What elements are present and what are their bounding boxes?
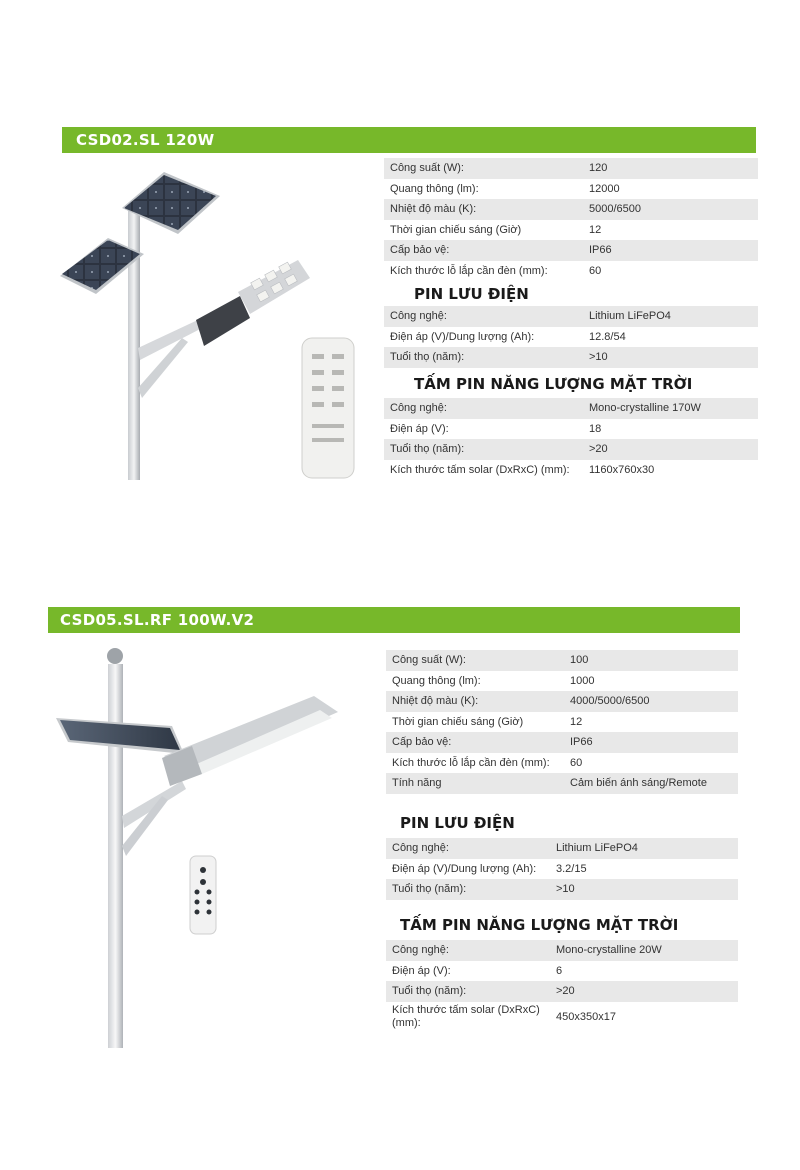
table-row: Công nghệ: Mono-crystalline 20W bbox=[386, 940, 738, 961]
table-row: Tuổi thọ (năm): >10 bbox=[384, 347, 758, 368]
product-1-battery-table bbox=[384, 306, 758, 368]
table-row: Công nghệ: Mono-crystalline 170W bbox=[384, 398, 758, 419]
table-row: Tuổi thọ (năm): >10 bbox=[386, 879, 738, 900]
table-row: Công suất (W): 100 bbox=[386, 650, 738, 671]
product-1-specs-table bbox=[384, 158, 758, 281]
product-2-name: CSD05.SL.RF 100W.V2 bbox=[60, 611, 255, 629]
table-row: Tuổi thọ (năm): >20 bbox=[384, 439, 758, 460]
product-1-solar-title: TẤM PIN NĂNG LƯỢNG MẶT TRỜI bbox=[414, 375, 693, 393]
table-row: Nhiệt độ màu (K): 5000/6500 bbox=[384, 199, 758, 220]
product-1-battery-title: PIN LƯU ĐIỆN bbox=[414, 285, 529, 303]
table-row: Công nghệ: Lithium LiFePO4 bbox=[384, 306, 758, 327]
product-1-solar-table bbox=[384, 398, 758, 480]
product-1-image bbox=[52, 168, 362, 486]
product-2-banner bbox=[48, 607, 740, 633]
table-row: Nhiệt độ màu (K): 4000/5000/6500 bbox=[386, 691, 738, 712]
table-row: Quang thông (lm): 1000 bbox=[392, 674, 595, 687]
table-row: Thời gian chiếu sáng (Giờ) 12 bbox=[390, 223, 602, 236]
table-row: Cấp bảo vệ: IP66 bbox=[384, 240, 758, 261]
table-row: Quang thông (lm): 12000 bbox=[390, 182, 620, 195]
table-row: Kích thước lỗ lắp cần đèn (mm): 60 bbox=[392, 756, 583, 769]
table-row: Điện áp (V): 18 bbox=[390, 422, 602, 435]
product-2-battery-table bbox=[386, 838, 738, 900]
product-2-specs-table bbox=[386, 650, 738, 794]
table-row: Điện áp (V)/Dung lượng (Ah): 12.8/54 bbox=[390, 330, 626, 343]
product-2-battery-title: PIN LƯU ĐIỆN bbox=[400, 814, 515, 832]
table-row: Thời gian chiếu sáng (Giờ) 12 bbox=[392, 715, 583, 728]
table-row: Công suất (W): 120 bbox=[384, 158, 758, 179]
table-row: Kích thước lỗ lắp cần đèn (mm): 60 bbox=[390, 264, 602, 277]
table-row: Tuổi thọ (năm): >20 bbox=[386, 981, 738, 1002]
table-row: Điện áp (V)/Dung lượng (Ah): 3.2/15 bbox=[392, 862, 587, 875]
table-row: Kích thước tấm solar (DxRxC) (mm): 1160x760x30 bbox=[390, 463, 655, 476]
table-row: Điện áp (V): 6 bbox=[392, 964, 563, 977]
product-2-solar-table bbox=[386, 940, 738, 1032]
product-1-name: CSD02.SL 120W bbox=[76, 131, 215, 149]
table-row: Tính năng Cảm biến ánh sáng/Remote bbox=[386, 773, 738, 794]
table-row: Kích thước tấm solar (DxRxC) (mm): 450x350x17 bbox=[392, 1003, 616, 1029]
product-1-banner bbox=[62, 127, 756, 153]
table-row: Công nghệ: Lithium LiFePO4 bbox=[386, 838, 738, 859]
product-2-solar-title: TẤM PIN NĂNG LƯỢNG MẶT TRỜI bbox=[400, 916, 679, 934]
product-2-image bbox=[52, 646, 352, 1050]
table-row: Cấp bảo vệ: IP66 bbox=[386, 732, 738, 753]
